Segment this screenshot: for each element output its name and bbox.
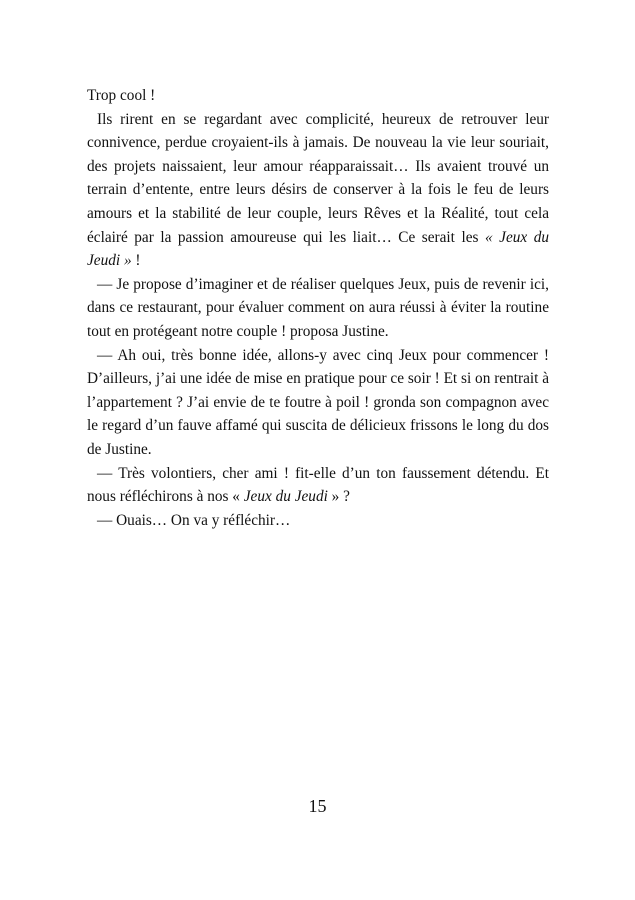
paragraph-1-text: Trop cool ! — [87, 87, 156, 104]
paragraph-5-text: — Très volontiers, cher ami ! fit-elle d’un ton faussement détendu. Et nous réfléchirons à nos « — [87, 464, 549, 506]
paragraph-6-text: — Ouais… On va y réfléchir… — [97, 511, 291, 529]
paragraph-4 — [87, 344, 549, 462]
paragraph-2-end: ! — [131, 252, 141, 270]
paragraph-5 — [87, 462, 549, 509]
page-number: 15 — [308, 796, 327, 816]
paragraph-3 — [87, 273, 549, 344]
paragraph-6 — [87, 509, 549, 533]
paragraph-2 — [87, 108, 549, 273]
body-text — [87, 84, 549, 532]
paragraph-4-text: — Ah oui, très bonne idée, allons-y avec cinq Jeux pour commencer ! D’ailleurs, j’ai une idée de mise en pratique pour ce soir ! Et si on rentrait à l’appartement ? J’ai envie de te foutre à poil ! gronda son compagnon avec le regard d’un fauve affamé qui suscita de délicieux frissons le long du dos de Justine. — [87, 346, 549, 458]
paragraph-5-italic-title: Jeux du Jeudi — [243, 488, 328, 506]
paragraph-2-italic-title: « Jeux du Jeudi » — [87, 228, 549, 270]
paragraph-5-end: » ? — [327, 488, 350, 506]
paragraph-2-text: Ils rirent en se regardant avec complicité, heureux de retrouver leur connivence, perdue croyaient-ils à jamais. De nouveau la vie leur souriait, des projets naissaient, leur amour réapparaissait… Ils avaient trouvé un terrain d’entente, entre leurs désirs de conserver à la fois le feu de leurs amours et la stabilité de leur couple, leurs Rêves et la Réalité, tout cela éclairé par la passion amoureuse qui les liait… Ce serait les — [87, 110, 549, 246]
paragraph-3-text: — Je propose d’imaginer et de réaliser quelques Jeux, puis de revenir ici, dans ce restaurant, pour évaluer comment on aura réussi à éviter la routine tout en protégeant notre couple ! proposa Justine. — [87, 275, 549, 340]
paragraph-1 — [87, 84, 549, 108]
